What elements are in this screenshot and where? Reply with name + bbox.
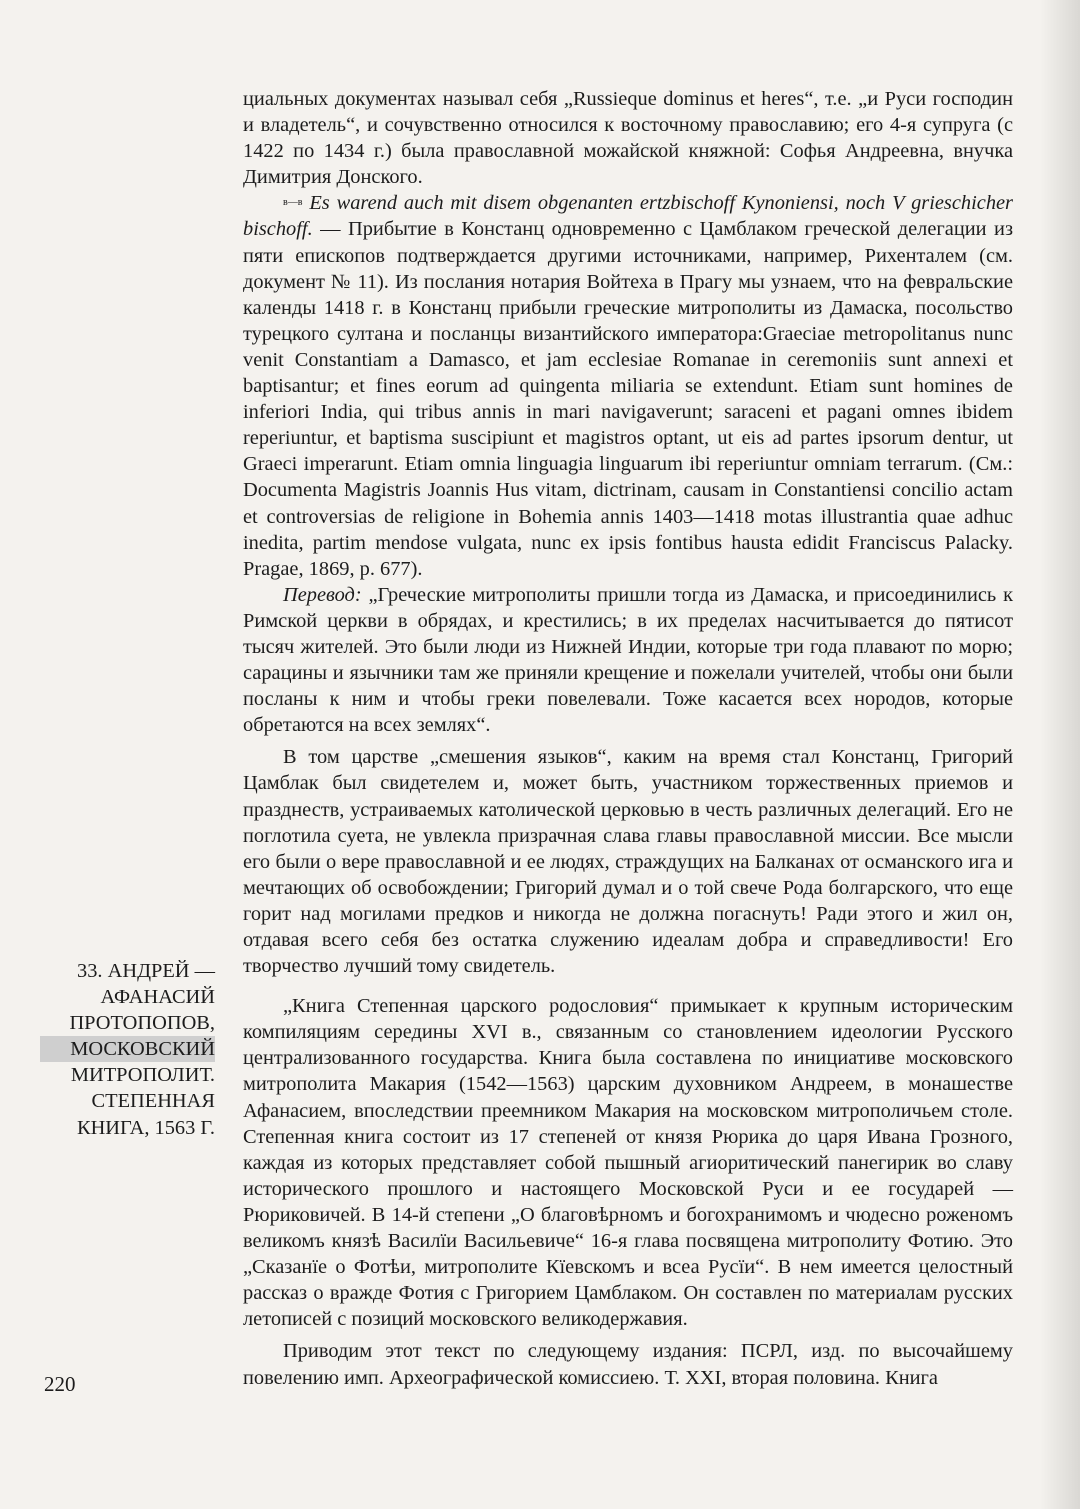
page-number: 220 — [44, 1372, 76, 1396]
section-heading-line: АФАНАСИЙ — [100, 986, 215, 1009]
main-text-column — [243, 86, 1013, 1391]
paragraph-translation — [243, 582, 1013, 739]
section-heading-line: 33. АНДРЕЙ — — [77, 960, 215, 982]
highlighted-word: МОСКОВСКИЙ — [40, 1036, 215, 1062]
paragraph-continuation: циальных документах называл себя „Russieque dominus et heres“, т.е. „и Руси господин и владетель“, и сочувственно относился к восточному православию; его 4-я супруга (с 1422 по 1434 г.) была православной можайской княжной: Софья Андреевна, внучка Димитрия Донского. — [243, 88, 1013, 189]
paragraph-source-note: Приводим этот текст по следующему издания: ПСРЛ, изд. по высочайшему повелению имп. Археографической комиссиею. Т. XXI, вторая половина. Книга — [243, 1340, 1013, 1389]
translation-label: Перевод: — [283, 583, 362, 606]
paragraph-narrative: В том царстве „смешения языков“, каким на время стал Констанц, Григорий Цамблак был свидетелем и, может быть, участником торжественных приемов и празднеств, устраиваемых католической церковью в честь различных делегаций. Его не поглотила суета, не увлекла призрачная слава главы православной миссии. Все мысли его были о вере православной и ее людях, страждущих на Балканах от османского ига и мечтающих об освобождении; Григорий думал и о той свече Рода болгарского, что еще горит над могилами предков и никогда не должна погаснуть! Ради этого и жил он, отдавая всего себя без остатка служению идеалам добра и справедливости! Его творчество лучший тому свидетель. — [243, 746, 1013, 978]
paragraph-section-33: „Книга Степенная царского родословия“ примыкает к крупным историческим компиляциям середины XVI в., связанным со становлением идеологии Русского централизованного государства. Книга была составлена по инициативе московского митрополита Макария (1542—1563) царским духовником Андреем, в монашестве Афанасием, впоследствии преемником Макария на московском митрополичьем столе. Степенная книга состоит из 17 степеней от князя Рюрика до царя Ивана Грозного, каждая из которых представляет собой пышный агиоритический панегирик во славу исторического прошлого и настоящего Московской Руси и ее государей — Рюриковичей. В 14-й степени „О благовѣрномъ и богохранимомъ и чюдесно роженомъ великомъ князѣ Василїи Васильевиче“ 16-я глава посвящена митрополиту Фотию. Это „Сказанїе о Фотѣи, митрополите Кїевскомъ и всеа Русїи“. В нем имеется целостный рассказ о вражде Фотия с Григорием Цамблаком. Он составлен по материалам русских летописей с позиций московского великодержавия. — [243, 995, 1013, 1331]
footnote-marker: в—в — [283, 197, 303, 209]
translation-text: „Греческие митрополиты пришли тогда из Дамаска, и присоединились к Римской церкви в обрядах, и крестились; в их пределах насчитывается до пятисот тысяч жителей. Это были люди из Нижней Индии, которые три года плавают по морю; сарацины и язычники там же приняли крещение и пожелали учителей, чтобы они были посланы к ним и чтобы греки повелевали. Тоже касается всех нородов, которые обретаются на всех землях“. — [243, 583, 1013, 737]
section-heading — [40, 958, 215, 1141]
section-heading-line: КНИГА, 1563 Г. — [76, 1116, 215, 1139]
section-heading-line: СТЕПЕННАЯ — [91, 1090, 215, 1113]
paragraph-commentary — [243, 190, 1013, 581]
quoted-german-text: Es warend auch mit disem obgenanten ertzbischoff Kynoniensi, noch V grieschicher bischoff. — [243, 192, 1013, 241]
section-heading-line: МИТРОПОЛИТ. — [70, 1064, 215, 1087]
commentary-text: — Прибытие в Констанц одновременно с Цамблаком греческой делегации из пяти епископов подтверждается другими источниками, например, Рихенталем (см. документ № 11). Из послания нотария Войтеха в Прагу мы узнаем, что на февральские календы 1418 г. в Констанц прибыли греческие митрополиты из Дамаска, посольство турецкого султана и посланцы византийского императора:Graeciae metropolitanus nunc venit Constantiam a Damasco, et jam ecclesiae Romanae in ceremoniis sunt annexi et baptisantur; et fines eorum ad quingenta miliaria se extendunt. Etiam sunt homines de inferiori India, qui tribus annis in mari navigaverunt; saraceni et pagani omnes ibidem reperiuntur, et baptisma suscipiunt et magistros optant, ut eis ad partes ipsorum dentur, ut Graeci imperarunt. Etiam omnia linguagia linguarum ibi reperiuntur omniam terrarum. (См.: Documenta Magistris Joannis Hus vitam, dictrinam, causam in Constantiensi concilio actam et controversias de religione in Bohemia annis 1403—1418 motas illustrantia quae adhuc inedita, partim mendose vulgata, nunc ex ipsis fontibus hausta edidit Franciscus Palacky. Pragae, 1869, p. 677). — [243, 218, 1013, 580]
section-heading-line: ПРОТОПОПОВ, — [69, 1012, 215, 1035]
section-heading-line — [40, 1036, 215, 1062]
page-edge-shadow — [1040, 0, 1080, 1509]
